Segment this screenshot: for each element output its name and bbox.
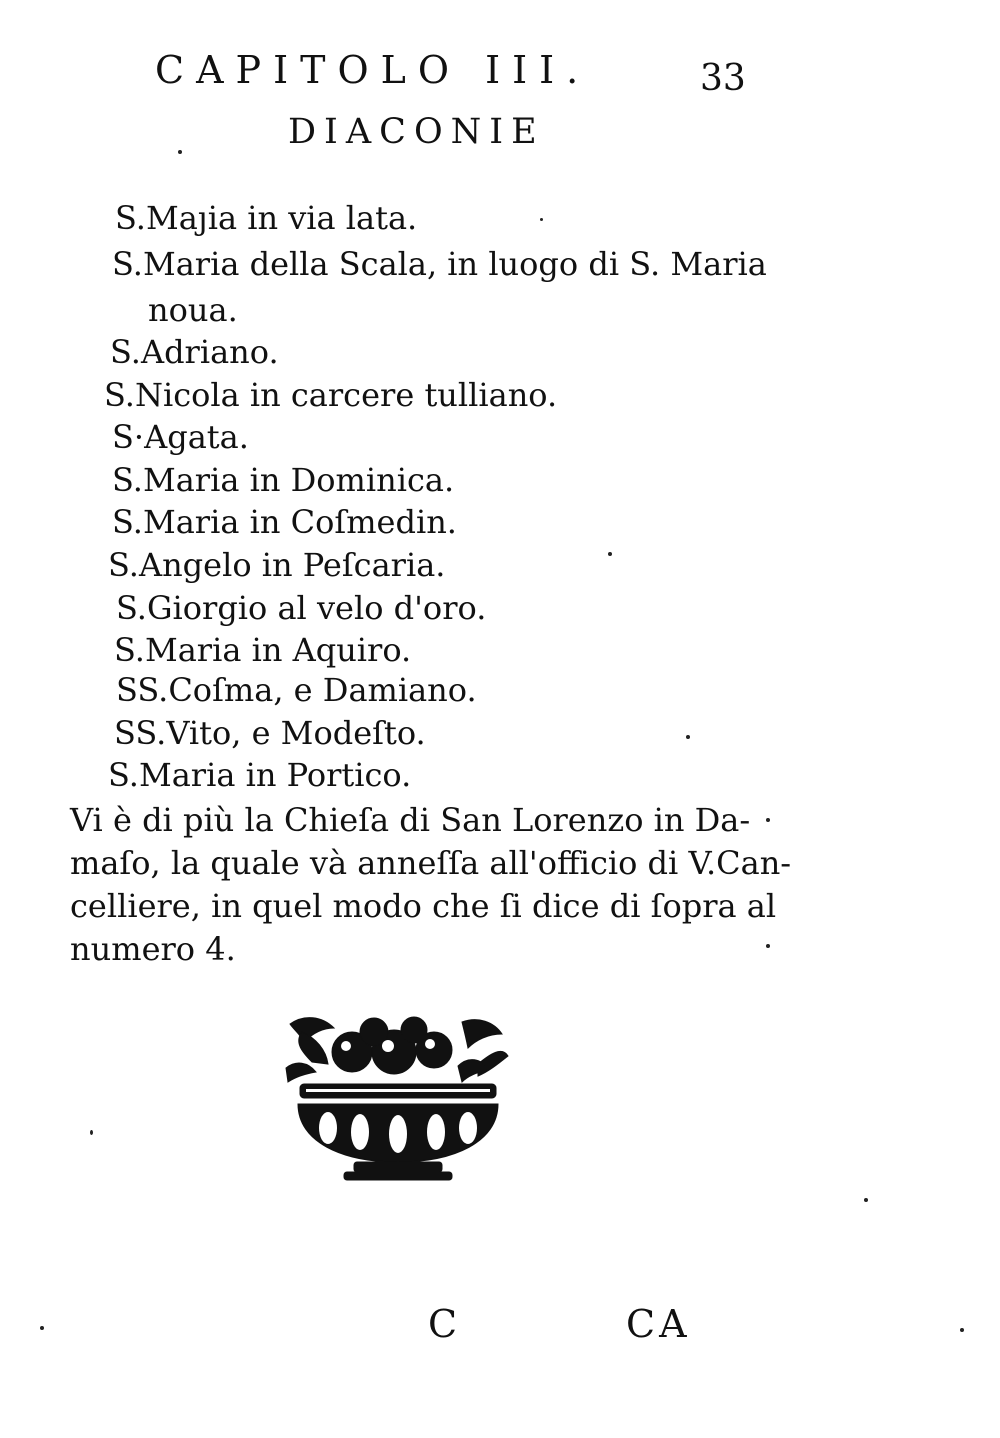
list-item: S.Maria in Dominica. — [112, 461, 455, 499]
list-item: S·Agata. — [112, 418, 249, 456]
list-item: S.Maȷia in via lata. — [115, 199, 418, 237]
list-item: S.Maria in Coſmedin. — [112, 503, 457, 541]
list-item: SS.Coſma, e Damiano. — [116, 671, 477, 709]
paragraph-line: maſo, la quale và anneſſa all'officio di V.Can- — [70, 844, 792, 882]
page-number: 33 — [700, 58, 746, 99]
scan-speck — [960, 1328, 964, 1332]
list-item: S.Adriano. — [110, 333, 279, 371]
scan-speck — [766, 944, 770, 948]
section-title: DIACONIE — [288, 112, 545, 152]
scan-speck — [766, 818, 770, 822]
list-item: S.Maria in Aquiro. — [114, 631, 412, 669]
scan-speck — [178, 150, 182, 154]
scan-speck — [864, 1198, 868, 1202]
list-item: S.Nicola in carcere tulliano. — [104, 376, 558, 414]
list-item: noua. — [148, 291, 238, 329]
scan-speck — [540, 218, 543, 221]
catchword: CA — [626, 1302, 691, 1346]
paragraph-line: celliere, in quel modo che ſi dice di ſopra al — [70, 887, 777, 925]
list-item: S.Maria della Scala, in luogo di S. Maria — [112, 245, 767, 283]
list-item: S.Giorgio al velo d'oro. — [116, 589, 487, 627]
fruit-basket-vignette-icon — [282, 1012, 514, 1182]
scan-speck — [608, 552, 612, 556]
running-head: CAPITOLO III. — [155, 48, 591, 92]
scan-speck — [90, 1130, 93, 1135]
paragraph-line: Vi è di più la Chieſa di San Lorenzo in Da- — [70, 801, 751, 839]
scan-speck — [686, 735, 690, 739]
list-item: SS.Vito, e Modeſto. — [114, 714, 426, 752]
list-item: S.Angelo in Peſcaria. — [108, 546, 446, 584]
list-item: S.Maria in Portico. — [108, 756, 412, 794]
scan-speck — [40, 1326, 44, 1330]
paragraph-line: numero 4. — [70, 930, 236, 968]
signature-mark: C — [428, 1302, 458, 1346]
